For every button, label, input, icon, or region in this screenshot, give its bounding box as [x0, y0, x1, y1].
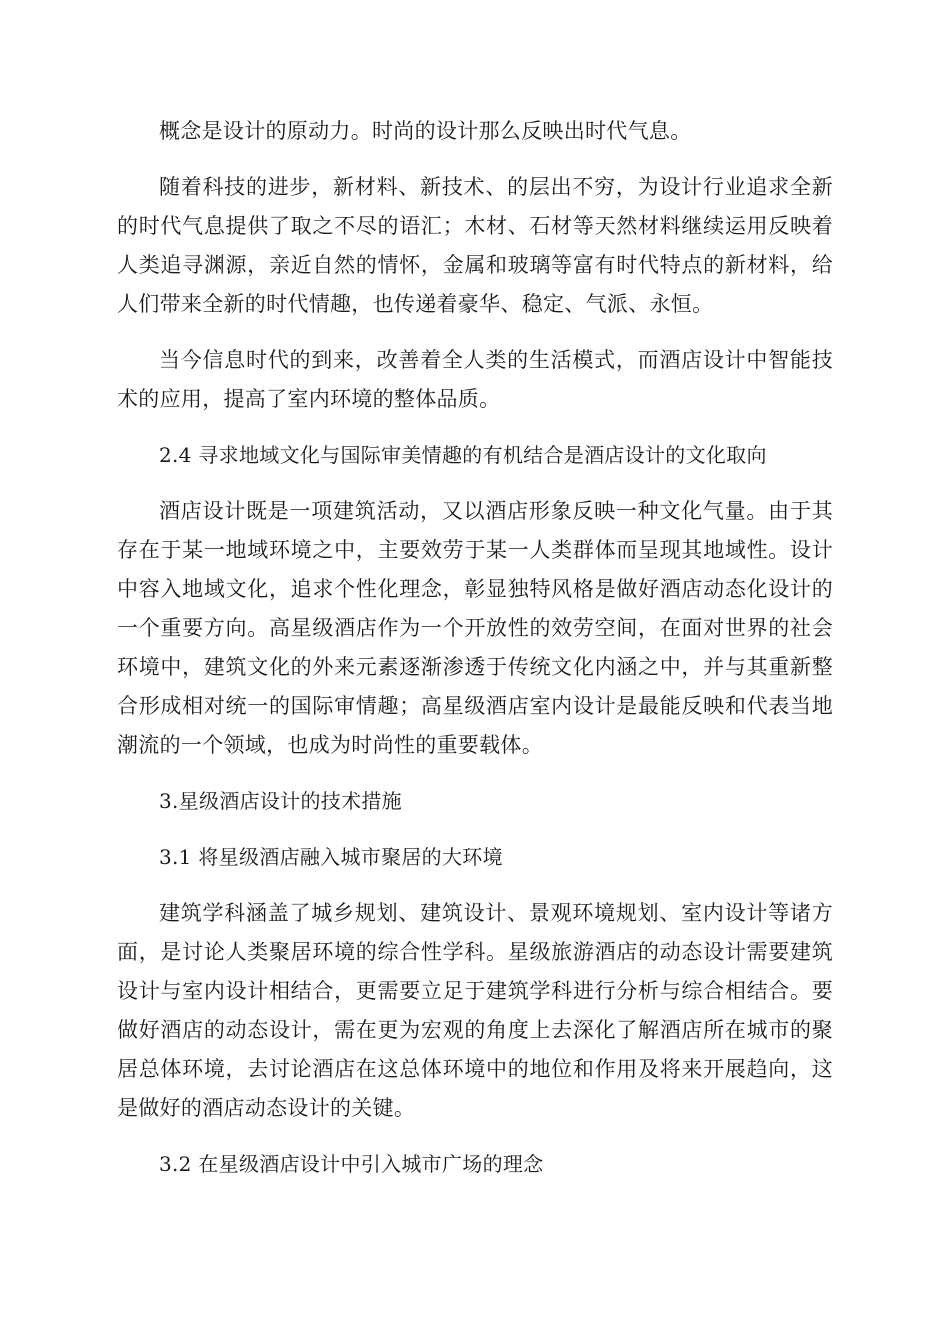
section-heading-3-2: 3.2 在星级酒店设计中引入城市广场的理念	[159, 1152, 544, 1176]
paragraph-regional-culture: 酒店设计既是一项建筑活动，又以酒店形象反映一种文化气量。由于其存在于某一地域环境之中，主要效劳于某一人类群体而呈现其地域性。设计中容入地域文化，追求个性化理念，彰显独特风格是做好酒店动态化设计的一个重要方向。高星级酒店作为一个开放性的效劳空间，在面对世界的社会环境中，建筑文化的外来元素逐渐渗透于传统文化内涵之中，并与其重新整合形成相对统一的国际审情趣；高星级酒店室内设计是最能反映和代表当地潮流的一个领域，也成为时尚性的重要载体。	[117, 499, 833, 757]
document-page	[117, 112, 833, 1201]
paragraph-architecture: 建筑学科涵盖了城乡规划、建筑设计、景观环境规划、室内设计等诸方面，是讨论人类聚居环境的综合性学科。星级旅游酒店的动态设计需要建筑设计与室内设计相结合，更需要立足于建筑学科进行分析与综合相结合。要做好酒店的动态设计，需在更为宏观的角度上去深化了解酒店所在城市的聚居总体环境，去讨论酒店在这总体环境中的地位和作用及将来开展趋向，这是做好的酒店动态设计的关键。	[117, 901, 833, 1120]
paragraph-concept: 概念是设计的原动力。时尚的设计那么反映出时代气息。	[159, 119, 692, 143]
section-heading-3: 3.星级酒店设计的技术措施	[159, 789, 402, 813]
paragraph-materials: 随着科技的进步，新材料、新技术、的层出不穷，为设计行业追求全新的时代气息提供了取之不尽的语汇；木材、石材等天然材料继续运用反映着人类追寻渊源，亲近自然的情怀，金属和玻璃等富有时代特点的新材料，给人们带来全新的时代情趣，也传递着豪华、稳定、气派、永恒。	[117, 175, 833, 316]
section-heading-2-4: 2.4 寻求地域文化与国际审美情趣的有机结合是酒店设计的文化取向	[159, 443, 767, 467]
section-heading-3-1: 3.1 将星级酒店融入城市聚居的大环境	[159, 845, 503, 869]
paragraph-information-age: 当今信息时代的到来，改善着全人类的生活模式，而酒店设计中智能技术的应用，提高了室内环境的整体品质。	[117, 348, 833, 411]
